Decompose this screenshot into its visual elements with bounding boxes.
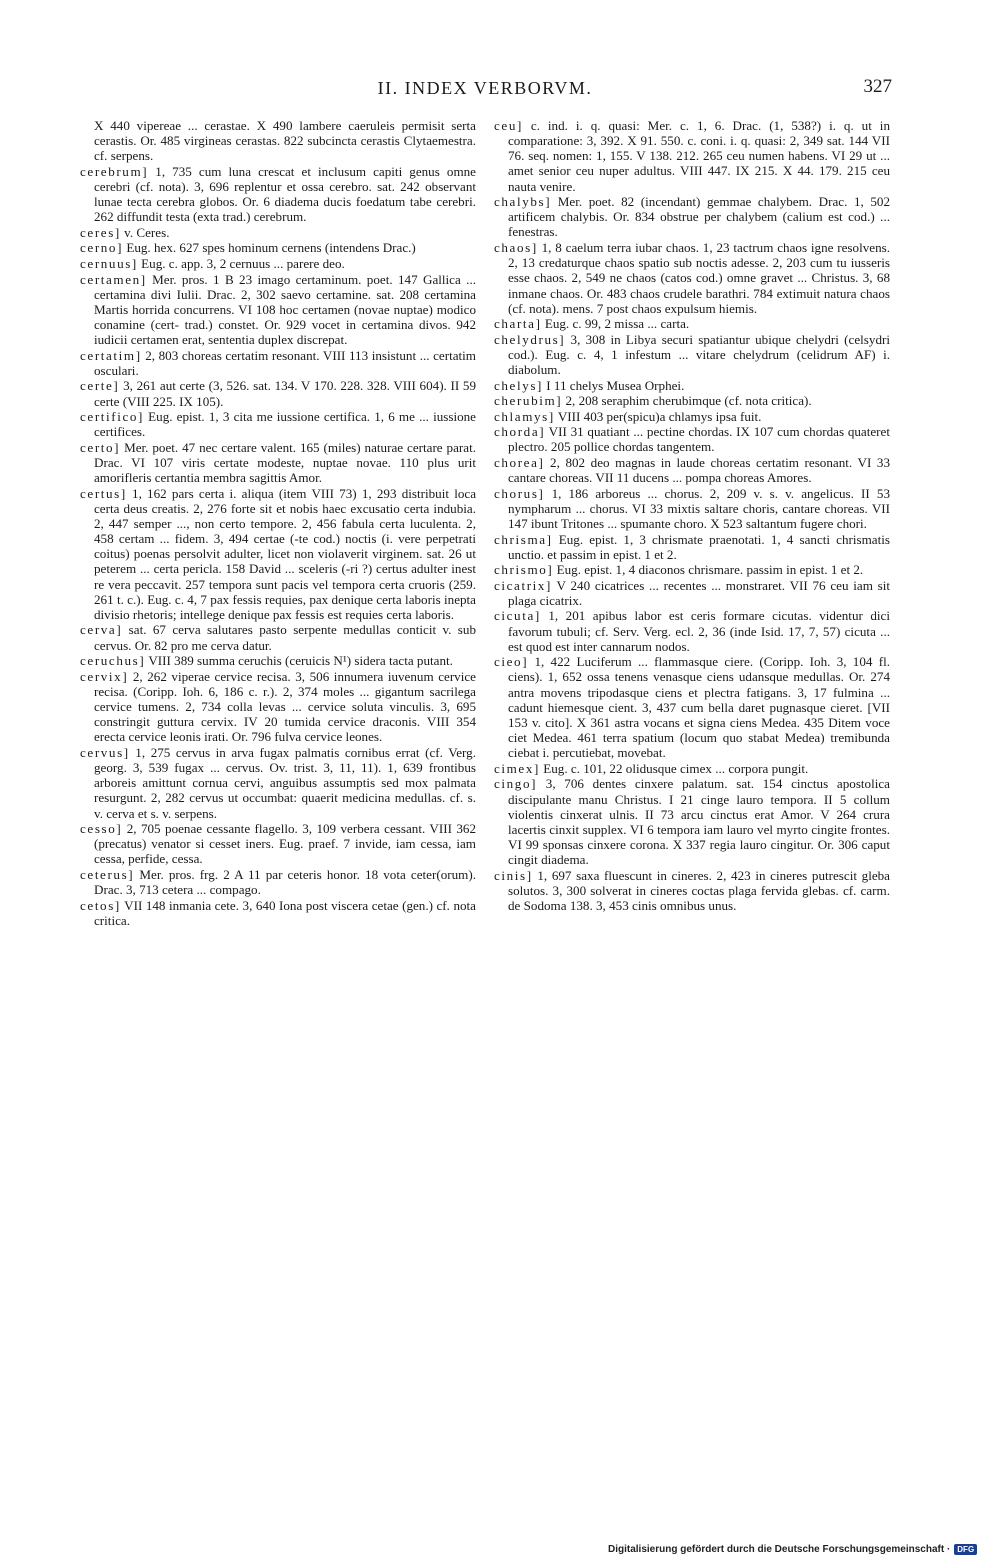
- entry-text: 3, 261 aut certe (3, 526. sat. 134. V 170. 228. 328. VIII 604). II 59 certe (VIII 225. IX 105).: [94, 378, 476, 409]
- entry-lemma: certe]: [80, 378, 120, 394]
- entry-text: X 440 vipereae ... cerastae. X 490 lambere caeruleis permisit serta cerastis. Or. 485 virgineas cerastas. 822 subcincta cerastis Clytaemestra. cf. serpens.: [94, 118, 476, 164]
- entry-lemma: cerva]: [80, 622, 123, 638]
- entry-text: Eug. c. 101, 22 olidusque cimex ... corpora pungit.: [539, 760, 809, 776]
- entry-text: sat. 67 cerva salutares pasto serpente medullas conticit v. sub cervus. Or. 82 pro me cerva datur.: [94, 622, 476, 653]
- entry-lemma: ceterus]: [80, 866, 135, 882]
- entry-lemma: charta]: [494, 316, 542, 332]
- index-entry: [494, 578, 890, 608]
- index-entry: [494, 332, 890, 377]
- entry-lemma: ceres]: [80, 224, 121, 240]
- entry-lemma: certamen]: [80, 271, 147, 287]
- entry-lemma: certus]: [80, 485, 127, 501]
- entry-lemma: chorda]: [494, 424, 546, 440]
- index-entry: [494, 378, 890, 393]
- entry-lemma: certatim]: [80, 347, 142, 363]
- index-entry: [80, 378, 476, 408]
- index-entry: [80, 409, 476, 439]
- dfg-logo: DFG: [954, 1544, 977, 1555]
- index-entry: [494, 761, 890, 776]
- entry-text: 1, 8 caelum terra iubar chaos. 1, 23 tactrum chaos igne resolvens. 2, 13 credaturque chaos spatio sub noctis adesse. 2, 203 cum tu iusseris esse chaos. 2, 549 ne chaos (catos cod.) omne gravet ... Christus. 3, 68 inmane chaos. Or. 483 chaos crudele barathri. 784 extimuit natura chaos (cf. nota). mens. 7 post chaos expulsum hiemis.: [508, 240, 890, 316]
- index-entry: [80, 256, 476, 271]
- entry-lemma: chlamys]: [494, 408, 555, 424]
- index-entry: [80, 118, 476, 163]
- entry-text: Mer. poet. 47 nec certare valent. 165 (miles) naturae certare parat. Drac. VI 107 viris certate modeste, nuptae novae. 110 plus urit amorifleris certantia membra sagittis Amor.: [94, 439, 476, 486]
- index-entry: [80, 898, 476, 928]
- entry-text: Mer. poet. 82 (incendant) gemmae chalybem. Drac. 1, 502 artificem chalybis. Or. 834 obstrue per chalybem (calium est cod.) ... fenestras.: [508, 194, 890, 240]
- index-entry: [494, 393, 890, 408]
- entry-lemma: cernuus]: [80, 255, 138, 271]
- entry-lemma: chaos]: [494, 240, 538, 256]
- entry-text: I 11 chelys Musea Orphei.: [543, 377, 685, 393]
- entry-text: 2, 705 poenae cessante flagello. 3, 109 verbera cessant. VIII 362 (precatus) venator si cesset iners. Eug. praef. 7 invide, iam cessa, iam cessa, perfide, cessa.: [94, 821, 476, 867]
- entry-text: Mer. pros. 1 B 23 imago certaminum. poet. 147 Gallica ... certamina divi Iulii. Drac. 2, 302 saevo certamine. sat. 208 certamina Martis horrida concurrens. VI 108 hoc certamen (novae nuptae) modico conamine (cert- trad.) constet. Or. 929 vocet in certamina divos. 942 iudicii certamen erat, sententia duplex discrepat.: [94, 271, 476, 348]
- entry-text: VII 31 quatiant ... pectine chordas. IX 107 cum chordas quateret plectro. 205 pollice chordas tangentem.: [508, 424, 890, 455]
- entry-text: VIII 389 summa ceruchis (ceruicis N¹) sidera tacta putant.: [145, 653, 453, 669]
- entry-lemma: cicuta]: [494, 608, 541, 624]
- entry-text: v. Ceres.: [120, 224, 170, 240]
- index-entry: [80, 164, 476, 225]
- entry-lemma: cervus]: [80, 744, 130, 760]
- footer-text: Digitalisierung gefördert durch die Deutsche Forschungsgemeinschaft ·: [608, 1543, 951, 1555]
- entry-text: 1, 422 Luciferum ... flammasque ciere. (Coripp. Ioh. 3, 104 fl. ciens). 1, 652 ossa tenens venasque ciens udansque medullas. Or. 274 antra movens tripodasque ciens et plectra fatigans. 3, 17 fulmina ... cadunt hiemesque cient. 3, 437 cum bella daret pugnasque cieret. [VII 153 v. cito]. X 361 astra vocans et signa ciens Medea. 435 Ditem voce ciet Medea. 461 terra spatium (locum quo stabat Medea) tremibunda ciebat i. percutiebat, movebat.: [508, 654, 890, 761]
- index-entry: [494, 316, 890, 331]
- entry-text: 1, 735 cum luna crescat et inclusum capiti genus omne cerebri (cf. nota). 3, 696 replentur et ossa cerebro. sat. 242 observant lunae tecta cerebra globos. Or. 6 diadema ducis foedatum tabe cerebri. 262 diffundit testa (exta trad.) cerebrum.: [94, 163, 476, 225]
- entry-text: 1, 697 saxa fluescunt in cineres. 2, 423 in cineres putrescit gleba solutos. 3, 300 solverat in cineres coctas plaga fervida glebas. cf. carm. de Sodoma 138. 3, 453 cinis omnibus unus.: [508, 867, 890, 913]
- entry-lemma: chelydrus]: [494, 331, 566, 347]
- index-entry: [80, 272, 476, 348]
- page-number: 327: [863, 76, 892, 97]
- index-entry: [80, 867, 476, 897]
- entry-lemma: cerebrum]: [80, 163, 149, 179]
- entry-lemma: chrismo]: [494, 562, 554, 578]
- entry-lemma: chelys]: [494, 377, 544, 393]
- entry-text: Eug. hex. 627 spes hominum cernens (intendens Drac.): [123, 240, 416, 256]
- entry-lemma: certo]: [80, 439, 121, 455]
- entry-text: 1, 275 cervus in arva fugax palmatis cornibus errat (cf. Verg. georg. 3, 539 fugax ... cervus. Ov. trist. 3, 11, 11). 1, 639 frontibus arboreis amittunt cornua cervi, anguibus assumptis sed mox palmata resurgunt. 2, 282 cervus ut occumbat: quaerit medicina medullas. cf. s. v. cerva et s. v. serpens.: [94, 744, 476, 821]
- entry-lemma: cinis]: [494, 867, 533, 883]
- entry-lemma: chalybs]: [494, 194, 552, 210]
- index-entry: [80, 240, 476, 255]
- left-column: [80, 118, 476, 928]
- index-entry: [494, 424, 890, 454]
- index-entry: [494, 455, 890, 485]
- entry-lemma: cherubim]: [494, 393, 563, 409]
- entry-text: Eug. epist. 1, 4 diaconos chrismare. passim in epist. 1 et 2.: [553, 562, 864, 578]
- entry-text: 3, 308 in Libya securi spatiantur ubique chelydri (celsydri cod.). Eug. c. 4, 1 infestum ... vitare chelydrum (celidrum AF) i. diabolum.: [508, 331, 890, 378]
- entry-lemma: cetos]: [80, 897, 121, 913]
- index-entry: [494, 562, 890, 577]
- entry-lemma: cervix]: [80, 668, 129, 684]
- index-entry: [494, 608, 890, 653]
- entry-text: V 240 cicatrices ... recentes ... monstraret. VII 76 ceu iam sit plaga cicatrix.: [508, 577, 890, 608]
- entry-text: Eug. epist. 1, 3 chrismate praenotati. 1, 4 sancti chrismatis unctio. et passim in epist. 1 et 2.: [508, 531, 890, 562]
- entry-lemma: chorus]: [494, 485, 545, 501]
- entry-lemma: cingo]: [494, 776, 538, 792]
- entry-text: Mer. pros. frg. 2 A 11 par ceteris honor. 18 vota ceter(orum). Drac. 3, 713 cetera ... compago.: [94, 866, 476, 898]
- entry-text: Eug. c. app. 3, 2 cernuus ... parere deo.: [137, 255, 345, 271]
- page-title: II. INDEX VERBORVM.: [377, 78, 593, 98]
- index-entry: [80, 745, 476, 821]
- index-entry: [494, 118, 890, 194]
- index-entry: [494, 409, 890, 424]
- index-entry: [494, 654, 890, 760]
- entry-text: VII 148 inmania cete. 3, 640 Iona post viscera cetae (gen.) cf. nota critica.: [94, 897, 476, 928]
- entry-text: 1, 201 apibus labor est ceris formare cicutas. videntur dici favorum tubuli; cf. Serv. Verg. ecl. 2, 36 (inde Isid. 17, 7, 57) cicuta ... est quod est inter cannarum nodos.: [508, 608, 890, 654]
- index-entry: [80, 653, 476, 668]
- entry-lemma: ceu]: [494, 118, 523, 133]
- entry-text: 2, 208 seraphim cherubimque (cf. nota critica).: [562, 393, 812, 409]
- index-entry: [80, 669, 476, 745]
- index-entry: [494, 240, 890, 316]
- index-entry: [80, 622, 476, 652]
- page-header: [78, 72, 892, 108]
- entry-text: Eug. c. 99, 2 missa ... carta.: [541, 316, 690, 332]
- index-entry: [494, 868, 890, 913]
- index-entry: [494, 194, 890, 239]
- index-entry: [80, 821, 476, 866]
- index-entry: [80, 348, 476, 378]
- index-entry: [80, 440, 476, 485]
- entry-lemma: cimex]: [494, 760, 540, 776]
- index-entry: [494, 532, 890, 562]
- entry-lemma: ceruchus]: [80, 653, 146, 669]
- entry-text: 2, 262 viperae cervice recisa. 3, 506 innumera iuvenum cervice recisa. (Coripp. Ioh. 6, 186 c. r.). 2, 374 moles ... gigantum sacrilega cervice tumens. 2, 734 colla levas ... cervice soluta vinculis. 3, 695 constringit guttura cervix. IV 20 tumida cervice draconis. VIII 354 erecta cervice leonis irati. Or. 796 fulva cervice leones.: [94, 668, 476, 745]
- entry-lemma: certifico]: [80, 409, 144, 425]
- index-entry: [80, 486, 476, 622]
- index-entry: [494, 776, 890, 867]
- entry-lemma: chrisma]: [494, 531, 553, 547]
- entry-text: Eug. epist. 1, 3 cita me iussione certifica. 1, 6 me ... iussione certifices.: [94, 409, 476, 440]
- entry-text: 2, 802 deo magnas in laude choreas certatim resonant. VI 33 cantare choreas. VII 11 ducens ... pompa choreas Amores.: [508, 454, 890, 486]
- entry-text: 3, 706 dentes cinxere palatum. sat. 154 cinctus apostolica discipulante manu Christus. I 21 cinge lauro tempora. II 5 collum violentis cinxerat ulnis. II 73 arcu cinctus erat Amor. V 264 crura lacertis cinxit supplex. VI 6 tempora iam lauro vel myrto cingite frontes. VI 99 sponsas cinxere corona. X 337 regia lauro cingitur. Or. 306 caput cingit diadema.: [508, 776, 890, 868]
- index-entry: [80, 225, 476, 240]
- entry-text: c. ind. i. q. quasi: Mer. c. 1, 6. Drac. (1, 538?) i. q. ut in comparatione: 3, 392. X 91. 550. c. coni. i. q. quasi: 2, 349 sat. 144 VII 76. seq. nomen: 1, 155. V 138. 212. 265 ceu numen habens. VI 29 ut ... amet senior ceu nuper adultus. VIII 447. IX 215. X 44. 179. 215 ceu nauta venire.: [508, 118, 890, 194]
- entry-text: 1, 186 arboreus ... chorus. 2, 209 v. s. v. angelicus. II 53 nympharum ... chorus. VI 33 mixtis saltare choris, cantare choreas. VII 147 ibunt Tritones ... spumante choro. X 523 saltantum fugere chori.: [508, 485, 890, 531]
- right-column: [494, 118, 890, 914]
- entry-lemma: cesso]: [80, 821, 123, 837]
- entry-lemma: cieo]: [494, 654, 529, 670]
- index-entry: [494, 486, 890, 531]
- entry-lemma: cerno]: [80, 240, 124, 256]
- entry-text: 1, 162 pars certa i. aliqua (item VIII 73) 1, 293 distribuit loca certa deus creatis. 2, 276 forte sit et nobis haec excusatio certa indubia. 2, 447 semper ..., non certo tempore. 2, 456 fabula certa luculenta. 2, 458 certam ... fidem. 3, 494 certae (-te cod.) noctis (i. vere perpetrati coitus) poenas persolvit adulter, licet non violaverit virginem. sat. 26 ut peterem ... certa pericla. 158 David ... sceleris (-ri ?) certus adulter inest re vera peccavit. 257 tempora sunt pacis vel tempora certa cruoris (259. 261 t. c.). Eug. c. 4, 7 pax fessis requies, pax denique certa laboris inepta divisio rhetoris; intellege denique pax fessis est requies certa laboris.: [94, 485, 476, 622]
- entry-text: VIII 403 per(spicu)a chlamys ipsa fuit.: [554, 408, 762, 424]
- entry-text: 2, 803 choreas certatim resonant. VIII 113 insistunt ... certatim osculari.: [94, 347, 476, 378]
- entry-lemma: cicatrix]: [494, 577, 553, 593]
- footer-credit: [608, 1542, 977, 1556]
- entry-lemma: chorea]: [494, 454, 545, 470]
